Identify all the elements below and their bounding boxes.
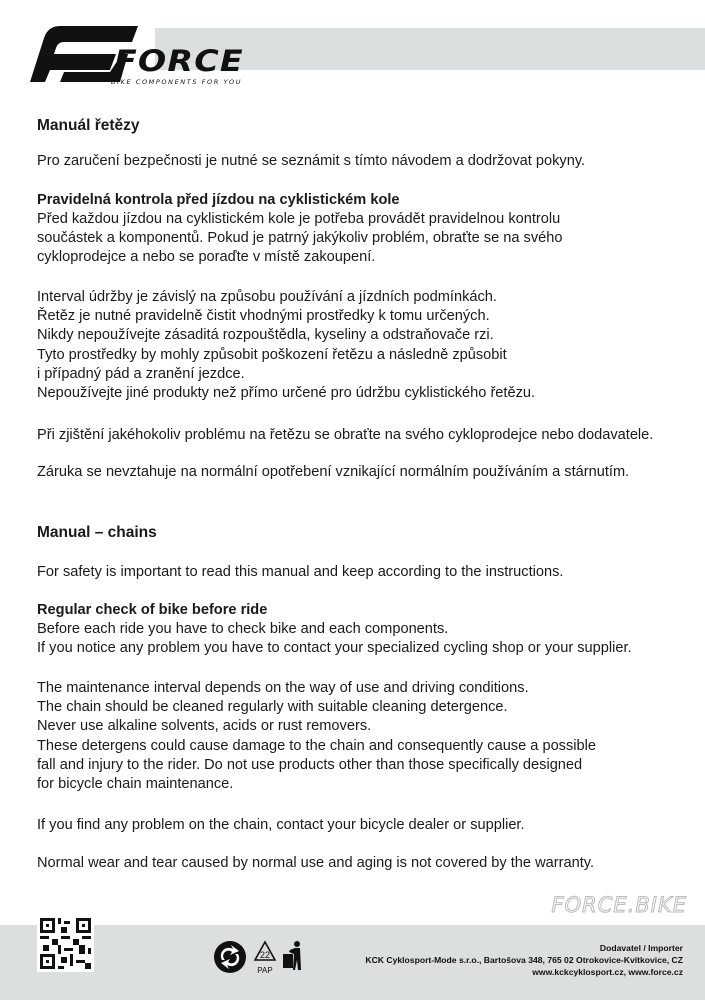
paragraph	[37, 463, 629, 482]
section-title	[37, 523, 157, 542]
text-line: Never use alkaline solvents, acids or rust removers.	[37, 718, 372, 735]
subheading	[37, 191, 400, 210]
qr-code-icon	[37, 915, 94, 972]
text-line: If you find any problem on the chain, contact your bicycle dealer or supplier.	[37, 817, 525, 833]
recycling-icons	[213, 940, 303, 987]
text-line: Regular check of bike before ride	[37, 602, 268, 618]
text-line: fall and injury to the rider. Do not use products other than those specifically designed	[37, 756, 583, 773]
text-line: součástek a komponentů. Pokud je patrný jakýkoliv problém, obraťte se na svého	[37, 230, 563, 247]
paragraph	[37, 563, 563, 582]
paragraph	[37, 679, 596, 794]
paragraph	[37, 816, 525, 835]
section-title	[37, 116, 140, 135]
tidyman-bin-icon	[283, 941, 301, 970]
text-line: Řetěz je nutné pravidelně čistit vhodnými prostředky k tomu určených.	[37, 308, 490, 325]
subheading	[37, 601, 267, 620]
paragraph	[37, 426, 653, 445]
importer-info	[365, 942, 683, 978]
recycle-pap-icon	[255, 942, 275, 975]
svg-text:22: 22	[259, 950, 271, 960]
paragraph	[37, 152, 585, 171]
paragraph	[37, 620, 632, 658]
text-line: For safety is important to read this manual and keep according to the instructions.	[37, 564, 564, 580]
importer-address: KCK Cyklosport-Mode s.r.o., Bartošova 348, 765 02 Otrokovice-Kvítkovice, CZ	[365, 955, 683, 965]
paragraph	[37, 854, 594, 873]
text-line: i případný pád a zranění jezdce.	[37, 365, 245, 382]
text-line: for bicycle chain maintenance.	[37, 776, 234, 793]
text-line: If you notice any problem you have to contact your specialized cycling shop or your supplier.	[37, 640, 632, 657]
text-line: Nikdy nepoužívejte zásaditá rozpouštědla, kyseliny a odstraňovače rzi.	[37, 327, 494, 344]
text-line: Při zjištění jakéhokoliv problému na řetězu se obraťte na svého cykloprodejce nebo dodavatele.	[37, 427, 654, 443]
text-line: Before each ride you have to check bike and each components.	[37, 621, 449, 637]
text-line: Záruka se nevztahuje na normální opotřebení vznikající normálním používáním a stárnutím.	[37, 464, 630, 480]
text-line: Tyto prostředky by mohly způsobit poškození řetězu a následně způsobit	[37, 346, 507, 363]
paragraph	[37, 210, 562, 268]
text-line: Manuál řetězy	[37, 117, 140, 134]
paragraph	[37, 288, 535, 403]
text-line: cykloprodejce a nebo se poraďte v místě zakoupení.	[37, 249, 376, 266]
text-line: Normal wear and tear caused by normal use and aging is not covered by the warranty.	[37, 855, 595, 871]
text-line: Pravidelná kontrola před jízdou na cyklistickém kole	[37, 192, 400, 208]
brand-tagline: BIKE COMPONENTS FOR YOU	[111, 78, 243, 86]
website-watermark: FORCE.BIKE	[551, 893, 687, 917]
green-dot-icon	[214, 941, 246, 973]
svg-text:PAP: PAP	[257, 966, 273, 975]
text-line: Manual – chains	[37, 524, 157, 541]
text-line: The maintenance interval depends on the way of use and driving conditions.	[37, 680, 529, 696]
importer-websites: www.kckcyklosport.cz, www.force.cz	[532, 967, 683, 977]
brand-name: FORCE	[114, 44, 244, 78]
text-line: Interval údržby je závislý na způsobu používání a jízdních podmínkách.	[37, 289, 497, 305]
text-line: The chain should be cleaned regularly with suitable cleaning detergence.	[37, 699, 508, 716]
text-line: Nepoužívejte jiné produkty než přímo určené pro údržbu cyklistického řetězu.	[37, 385, 536, 402]
text-line: Před každou jízdou na cyklistickém kole je potřeba provádět pravidelnou kontrolu	[37, 211, 561, 227]
text-line: These detergens could cause damage to the chain and consequently cause a possible	[37, 737, 596, 754]
text-line: Pro zaručení bezpečnosti je nutné se seznámit s tímto návodem a dodržovat pokyny.	[37, 153, 586, 169]
importer-label: Dodavatel / Importer	[599, 943, 683, 953]
